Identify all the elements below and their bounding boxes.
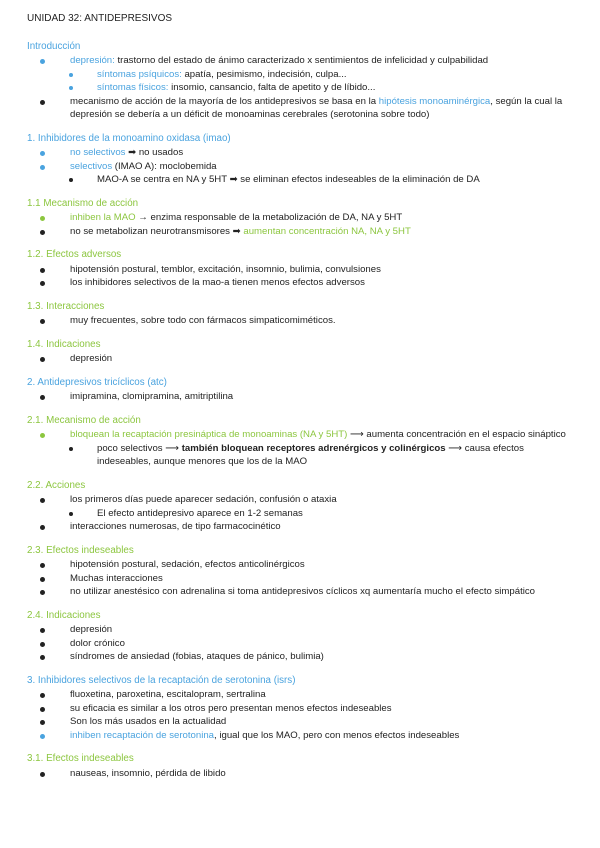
list-item — [27, 702, 572, 716]
bullet-icon — [40, 720, 45, 725]
list-item — [27, 637, 572, 651]
list-item — [27, 507, 572, 521]
bullet-icon — [40, 655, 45, 660]
bullet-icon — [40, 707, 45, 712]
bullet-icon — [40, 281, 45, 286]
bullet-icon — [40, 563, 45, 568]
list-item — [27, 650, 572, 664]
term: depresión: — [70, 55, 115, 66]
list-item — [27, 211, 572, 225]
list-item — [27, 520, 572, 534]
list-item — [27, 558, 572, 572]
item-text: ⟶ aumenta concentración en el espacio sináptico — [347, 429, 566, 440]
bullet-icon — [40, 230, 45, 235]
term: aumentan concentración NA, NA y 5HT — [243, 225, 411, 237]
heading-section-2: 2. Antidepresivos tricíclicos (atc) — [27, 376, 167, 388]
heading-introduccion: Introducción — [27, 40, 81, 52]
item-text: no se metabolizan neurotransmisores ➡ — [70, 225, 244, 237]
item-text: El efecto antidepresivo aparece en 1-2 semanas — [97, 507, 303, 519]
heading-section-1: 1. Inhibidores de la monoamino oxidasa (imao) — [27, 132, 231, 144]
item-text: su eficacia es similar a los otros pero presentan menos efectos indeseables — [70, 702, 392, 714]
bullet-icon — [69, 178, 73, 182]
list-item — [27, 729, 572, 743]
term: bloquean la recaptación presináptica de monoaminas (NA y 5HT) — [70, 429, 348, 440]
item-text: los inhibidores selectivos de la mao-a tienen menos efectos adversos — [70, 277, 365, 288]
item-text: los primeros días puede aparecer sedación, confusión o ataxia — [70, 494, 337, 505]
list-item — [27, 585, 572, 599]
list-item — [27, 173, 572, 187]
list-item — [27, 276, 572, 290]
item-text: fluoxetina, paroxetina, escitalopram, sertralina — [70, 689, 266, 700]
item-text: depresión — [70, 624, 113, 635]
term: no selectivos — [70, 147, 126, 158]
item-text: apatía, pesimismo, indecisión, culpa... — [181, 68, 347, 80]
list-item — [27, 390, 572, 404]
heading-section-2-3: 2.3. Efectos indeseables — [27, 544, 134, 556]
heading-section-1-3: 1.3. Interacciones — [27, 300, 105, 312]
bullet-icon — [69, 73, 73, 77]
document-title: UNIDAD 32: ANTIDEPRESIVOS — [27, 13, 173, 24]
list-item — [27, 352, 572, 366]
bullet-icon — [40, 525, 45, 530]
bullet-icon — [69, 512, 73, 516]
item-text: Son los más usados en la actualidad — [70, 716, 227, 727]
heading-section-1-2: 1.2. Efectos adversos — [27, 249, 122, 260]
item-text: imipramina, clomipramina, amitriptilina — [70, 391, 234, 402]
bullet-icon — [40, 693, 45, 698]
item-text: interacciones numerosas, de tipo farmacocinético — [70, 521, 281, 532]
bullet-icon — [40, 498, 45, 503]
item-text: Muchas interacciones — [70, 572, 163, 584]
list-item — [27, 160, 572, 174]
heading-section-2-1: 2.1. Mecanismo de acción — [27, 414, 141, 426]
bullet-icon — [40, 577, 45, 582]
term: selectivos — [70, 160, 113, 172]
bold-text: también bloquean receptores adrenérgicos y colinérgicos — [181, 442, 446, 454]
list-item — [27, 146, 572, 160]
heading-section-1-4: 1.4. Indicaciones — [27, 338, 101, 350]
bullet-icon — [40, 319, 45, 324]
bullet-icon — [40, 165, 45, 170]
bullet-icon — [69, 86, 73, 90]
item-text: hipotensión postural, sedación, efectos anticolinérgicos — [70, 559, 305, 570]
bullet-icon — [40, 216, 45, 221]
list-item — [27, 225, 572, 239]
item-text: poco selectivos ⟶ — [97, 442, 182, 454]
list-item — [27, 314, 572, 328]
item-text: mecanismo de acción de la mayoría de los antidepresivos se basa en la — [70, 95, 379, 107]
item-text: ➡ no usados — [125, 147, 184, 158]
item-text: no utilizar anestésico con adrenalina si toma antidepresivos cíclicos xq aumentaría mucho el efecto simpático — [70, 586, 536, 597]
heading-section-1-1: 1.1 Mecanismo de acción — [27, 197, 139, 209]
item-text: (IMAO A): moclobemida — [112, 160, 217, 172]
bullet-icon — [40, 628, 45, 633]
item-text: , según la cual la depresión se debería a un déficit de monoaminas cerebrales (serotonina sobre todo) — [70, 95, 563, 120]
item-text: , igual que los MAO, pero con menos efectos indeseables — [214, 729, 460, 741]
list-item — [27, 442, 572, 469]
term: hipótesis monoaminérgica — [378, 95, 491, 107]
item-text: → enzima responsable de la metabolización de DA, NA y 5HT — [135, 212, 403, 223]
heading-section-2-4: 2.4. Indicaciones — [27, 609, 101, 621]
bullet-icon — [40, 151, 45, 156]
bullet-icon — [40, 59, 45, 64]
bullet-icon — [40, 734, 45, 739]
list-item — [27, 95, 572, 122]
item-text: insomio, cansancio, falta de apetito y de líbido... — [168, 82, 376, 93]
list-item — [27, 688, 572, 702]
list-item — [27, 54, 572, 68]
bullet-icon — [40, 772, 45, 777]
heading-section-3: 3. Inhibidores selectivos de la recaptación de serotonina (isrs) — [27, 674, 296, 686]
item-text: ⟶ causa efectos indeseables, aunque menores que los de la MAO — [97, 442, 524, 467]
bullet-icon — [40, 395, 45, 400]
list-item — [27, 715, 572, 729]
term: síntomas psíquicos: — [97, 68, 182, 80]
item-text: síndromes de ansiedad (fobias, ataques de pánico, bulimia) — [70, 651, 324, 662]
list-item — [27, 767, 572, 781]
term: síntomas físicos: — [97, 82, 169, 93]
list-item — [27, 623, 572, 637]
document-page — [27, 12, 572, 780]
list-item — [27, 263, 572, 277]
bullet-icon — [40, 100, 45, 105]
item-text: nauseas, insomnio, pérdida de libido — [70, 767, 226, 779]
bullet-icon — [40, 642, 45, 647]
item-text: dolor crónico — [70, 637, 125, 649]
item-text: hipotensión postural, temblor, excitación, insomnio, bulimia, convulsiones — [70, 263, 381, 275]
bullet-icon — [40, 357, 45, 362]
bullet-icon — [40, 268, 45, 273]
item-text: depresión — [70, 353, 113, 364]
item-text: trastorno del estado de ánimo caracterizado x sentimientos de infelicidad y culpabilidad — [114, 55, 489, 66]
bullet-icon — [40, 590, 45, 595]
list-item — [27, 81, 572, 95]
term: inhiben recaptación de serotonina — [70, 729, 215, 741]
bullet-icon — [40, 433, 45, 438]
term: inhiben la MAO — [70, 212, 136, 223]
list-item — [27, 572, 572, 586]
item-text: muy frecuentes, sobre todo con fármacos simpaticomiméticos. — [70, 315, 336, 326]
heading-section-2-2: 2.2. Acciones — [27, 479, 86, 491]
list-item — [27, 493, 572, 507]
list-item — [27, 428, 572, 442]
list-item — [27, 68, 572, 82]
item-text: MAO-A se centra en NA y 5HT ➡ se eliminan efectos indeseables de la eliminación de DA — [97, 174, 480, 185]
bullet-icon — [69, 447, 73, 451]
heading-section-3-1: 3.1. Efectos indeseables — [27, 753, 134, 764]
